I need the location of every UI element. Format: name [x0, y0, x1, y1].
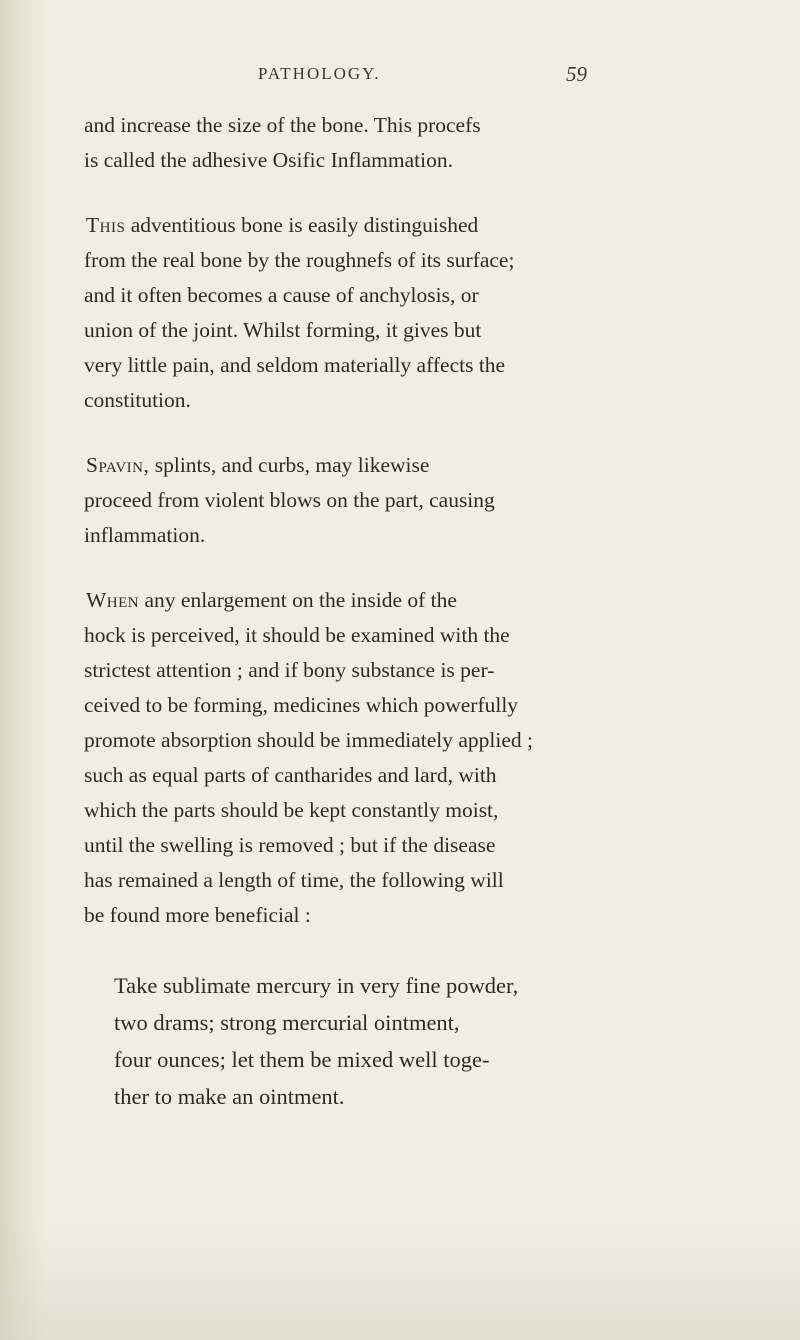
paragraph-lead-word: This — [86, 213, 126, 237]
page-number: 59 — [566, 62, 587, 86]
text-line: inflammation. — [84, 523, 206, 547]
text-line: two drams; strong mercurial ointment, — [114, 1010, 460, 1035]
paragraph-enlargement — [84, 583, 604, 933]
paragraph-spavin — [84, 448, 604, 553]
text-line: very little pain, and seldom materially affects the — [84, 353, 506, 377]
paragraph-lead-word: Spavin, — [86, 453, 150, 477]
text-line: Take sublimate mercury in very fine powder, — [114, 973, 519, 998]
text-line: Spavin, splints, and curbs, may likewise — [86, 453, 430, 477]
text-line: proceed from violent blows on the part, causing — [84, 488, 495, 512]
text-line: strictest attention ; and if bony substance is per- — [84, 658, 495, 682]
text-line: constitution. — [84, 388, 191, 412]
text-line: ther to make an ointment. — [114, 1084, 345, 1109]
text-line: is called the adhesive Osific Inflammation. — [84, 148, 453, 172]
text-line: such as equal parts of cantharides and lard, with — [84, 763, 497, 787]
text-line: union of the joint. Whilst forming, it gives but — [84, 318, 482, 342]
text-line: and it often becomes a cause of anchylosis, or — [84, 283, 479, 307]
paragraph-lead-word: When — [86, 588, 140, 612]
text-line: hock is perceived, it should be examined with the — [84, 623, 510, 647]
text-line: and increase the size of the bone. This procefs — [84, 113, 481, 137]
text-line: be found more beneficial : — [84, 903, 311, 927]
text-line: which the parts should be kept constantly moist, — [84, 798, 499, 822]
page-bottom-shadow — [0, 1220, 800, 1340]
text-line: four ounces; let them be mixed well toge- — [114, 1047, 490, 1072]
text-line: has remained a length of time, the following will — [84, 868, 504, 892]
paragraph-adventitious-bone — [84, 208, 604, 418]
text-line: ceived to be forming, medicines which powerfully — [84, 693, 519, 717]
text-line: from the real bone by the roughnefs of its surface; — [84, 248, 515, 272]
body-text — [84, 108, 604, 1115]
running-header — [0, 64, 800, 94]
page-edge-shadow — [0, 0, 45, 1340]
paragraph-recipe — [84, 967, 604, 1115]
text-line: This adventitious bone is easily distinguished — [86, 213, 479, 237]
paragraph-continuation — [84, 108, 604, 178]
text-line: When any enlargement on the inside of the — [86, 588, 457, 612]
running-title: PATHOLOGY. — [258, 64, 381, 83]
text-line: promote absorption should be immediately applied ; — [84, 728, 534, 752]
text-line: until the swelling is removed ; but if the disease — [84, 833, 496, 857]
